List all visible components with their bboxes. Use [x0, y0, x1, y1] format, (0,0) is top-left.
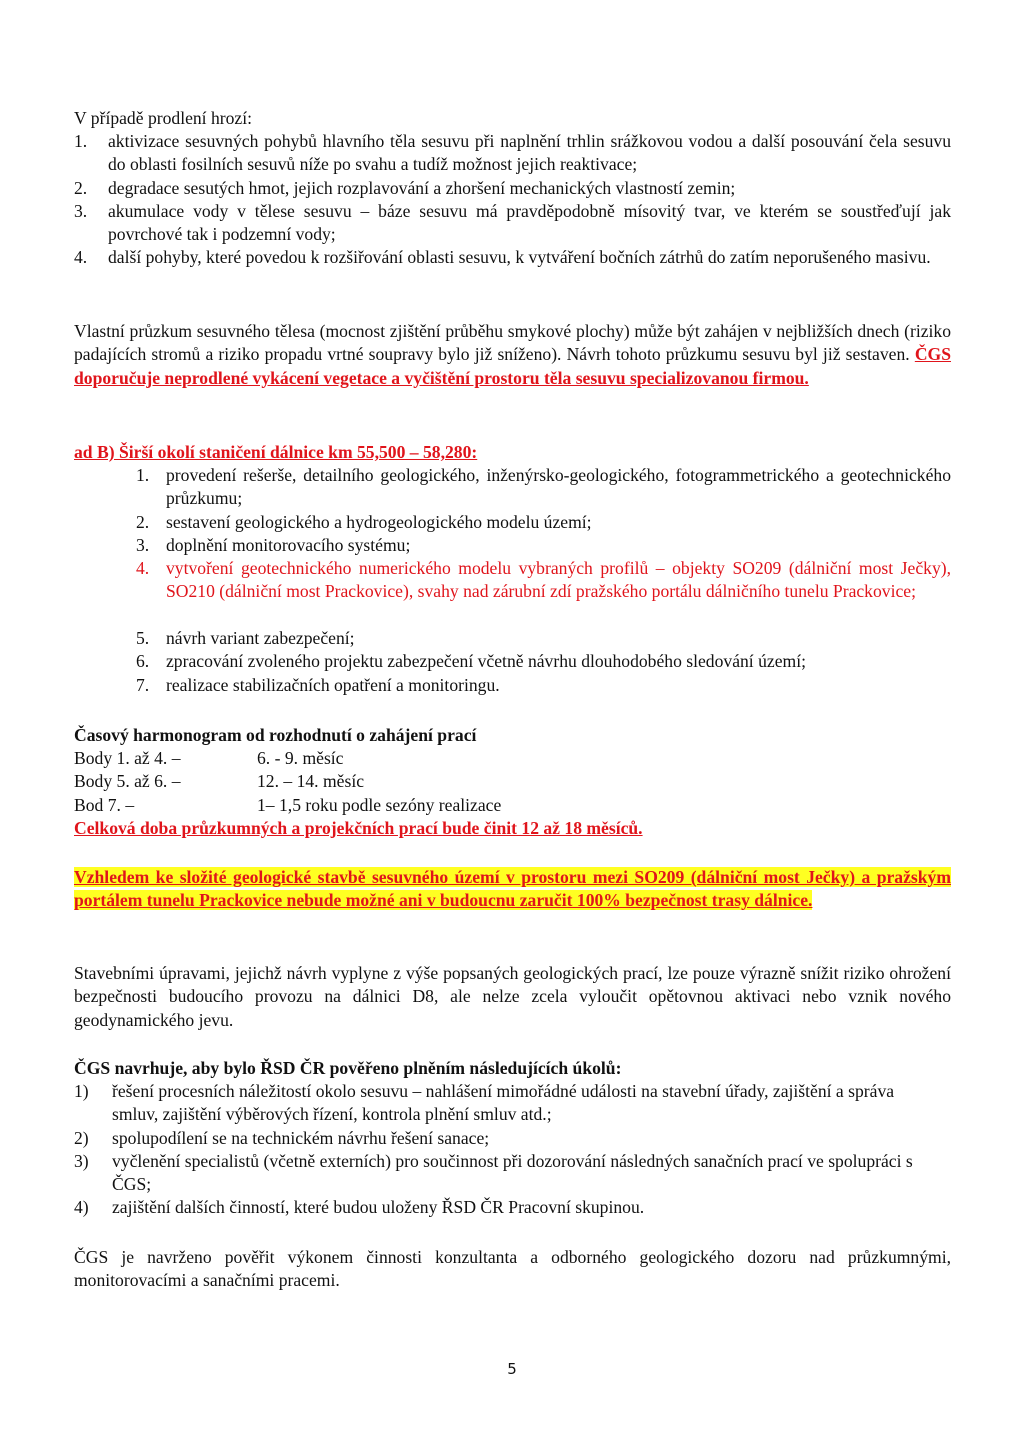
list-item — [136, 650, 951, 673]
page-number: 5 — [507, 1360, 517, 1378]
list-item-number: 4. — [136, 558, 150, 579]
list-item — [74, 1196, 914, 1219]
list-item-number: 1) — [74, 1081, 89, 1101]
list-item-number: 1. — [136, 465, 150, 485]
list-item-number: 5. — [136, 628, 150, 649]
schedule-row-value: 6. - 9. měsíc — [257, 748, 344, 768]
list-item-text: provedení rešerše, detailního geologického, inženýrsko-geologického, fotogrammetrického a geotechnického průzkumu; — [166, 465, 951, 509]
section-b-list — [136, 464, 951, 697]
list-item-text: realizace stabilizačních opatření a monitoringu. — [166, 674, 500, 695]
proposal-list — [74, 1080, 914, 1220]
list-item — [136, 534, 951, 557]
list-item-text: aktivizace sesuvných pohybů hlavního těla sesuvu při naplnění trhlin srážkovou vodou a další posouvání čela sesuvu do oblasti fosilních sesuvů níže po svahu a tudíž možnost jejich reaktivace; — [108, 131, 951, 175]
list-item-number: 7. — [136, 674, 150, 695]
list-item-text: akumulace vody v tělese sesuvu – báze sesuvu má pravděpodobně mísovitý tvar, ve kterém se soustřeďují jak povrchové tak i podzemní vody; — [108, 200, 951, 245]
list-item-text: návrh variant zabezpečení; — [166, 628, 355, 649]
list-item-number: 4. — [74, 247, 88, 268]
list-item-text: doplnění monitorovacího systému; — [166, 534, 411, 555]
schedule-row-label: Body 1. až 4. – — [74, 748, 181, 768]
construction-paragraph: Stavebními úpravami, jejichž návrh vyplyne z výše popsaných geologických prací, lze pouze výrazně snížit riziko ohrožení bezpečnosti budoucího provozu na dálnici D8, ale nelze zcela vyloučit opětovnou aktivaci nebo vznik nového geodynamického jevu. — [74, 963, 951, 1030]
list-item-number: 4) — [74, 1197, 89, 1218]
warning-text: Vzhledem ke složité geologické stavbě sesuvného území v prostoru mezi SO209 (dálniční most Ječky) a pražským portálem tunelu Prackovice nebude možné ani v budoucnu zaručit 100% bezpečnost trasy dálnice. — [74, 867, 951, 911]
schedule-row-value: 12. – 14. měsíc — [257, 771, 365, 791]
list-item-text: další pohyby, které povedou k rozšiřování oblasti sesuvu, k vytváření bočních zátrhů do zatím neporušeného masivu. — [108, 247, 931, 268]
list-item-text: zajištění dalších činností, které budou uloženy ŘSD ČR Pracovní skupinou. — [112, 1197, 645, 1218]
warning-paragraph — [74, 866, 951, 913]
list-item-number: 2. — [74, 177, 88, 198]
closing-paragraph: ČGS je navrženo pověřit výkonem činnosti konzultanta a odborného geologického dozoru nad průzkumnými, monitorovacími a sanačními pracemi. — [74, 1247, 951, 1291]
list-item — [74, 177, 951, 200]
schedule-row-label: Body 5. až 6. – — [74, 771, 181, 791]
list-item-text: vyčlenění specialistů (včetně externích) pro součinnost při dozorování následných sanačních prací ve spolupráci s ČGS; — [112, 1150, 913, 1195]
list-item-text: spolupodílení se na technickém návrhu řešení sanace; — [112, 1127, 490, 1148]
list-item — [136, 627, 951, 650]
proposal-heading: ČGS navrhuje, aby bylo ŘSD ČR pověřeno plněním následujících úkolů: — [74, 1058, 622, 1078]
list-item-number: 2) — [74, 1127, 89, 1148]
list-item-number: 6. — [136, 651, 150, 672]
list-item — [74, 246, 951, 293]
list-item-text: sestavení geologického a hydrogeologického modelu území; — [166, 511, 592, 532]
list-item — [74, 1127, 914, 1150]
list-item-number: 3. — [74, 200, 88, 221]
list-item-text: zpracování zvoleného projektu zabezpečení včetně návrhu dlouhodobého sledování území; — [166, 651, 806, 672]
list-item — [136, 511, 951, 534]
list-item — [136, 464, 951, 511]
list-item — [136, 674, 951, 697]
survey-paragraph — [74, 320, 951, 390]
list-item — [136, 557, 951, 627]
list-item — [74, 130, 951, 177]
section-b-heading: ad B) Širší okolí staničení dálnice km 55,500 – 58,280: — [74, 442, 478, 462]
schedule-row-value: 1– 1,5 roku podle sezóny realizace — [257, 795, 502, 815]
schedule-row-label: Bod 7. – — [74, 795, 135, 815]
list-item-text: řešení procesních náležitostí okolo sesuvu – nahlášení mimořádné události na stavební úřady, zajištění a správa smluv, zajištění výběrových řízení, kontrola plnění smluv atd.; — [112, 1081, 895, 1125]
schedule-heading: Časový harmonogram od rozhodnutí o zahájení prací — [74, 725, 477, 745]
list-item — [74, 1150, 914, 1197]
list-item-number: 3) — [74, 1150, 89, 1171]
schedule-total: Celková doba průzkumných a projekčních prací bude činit 12 až 18 měsíců. — [74, 818, 643, 838]
list-item-number: 2. — [136, 511, 150, 532]
list-item-text: vytvoření geotechnického numerického modelu vybraných profilů – objekty SO209 (dálniční most Ječky), SO210 (dálniční most Prackovice), svahy nad zárubní zdí pražského portálu dálničního tunelu Prackovice; — [166, 558, 951, 602]
risk-list — [74, 130, 951, 293]
survey-paragraph-text: Vlastní průzkum sesuvného tělesa (mocnost zjištění průběhu smykové plochy) může být zahájen v nejbližších dnech (riziko padajících stromů a riziko propadu vrtné soupravy bylo již sníženo). Návrh tohoto průzkumu sesuvu byl již sestaven. — [74, 321, 951, 365]
list-item — [74, 1080, 914, 1127]
list-item-number: 3. — [136, 534, 150, 555]
survey-paragraph-emphasis: ČGS doporučuje neprodlené vykácení vegetace a vyčištění prostoru těla sesuvu specializovanou firmou. — [74, 344, 951, 388]
list-item — [74, 200, 951, 247]
list-item-number: 1. — [74, 131, 88, 151]
section1-intro: V případě prodlení hrozí: — [74, 108, 253, 128]
list-item-text: degradace sesutých hmot, jejich rozplavování a zhoršení mechanických vlastností zemin; — [108, 177, 736, 198]
